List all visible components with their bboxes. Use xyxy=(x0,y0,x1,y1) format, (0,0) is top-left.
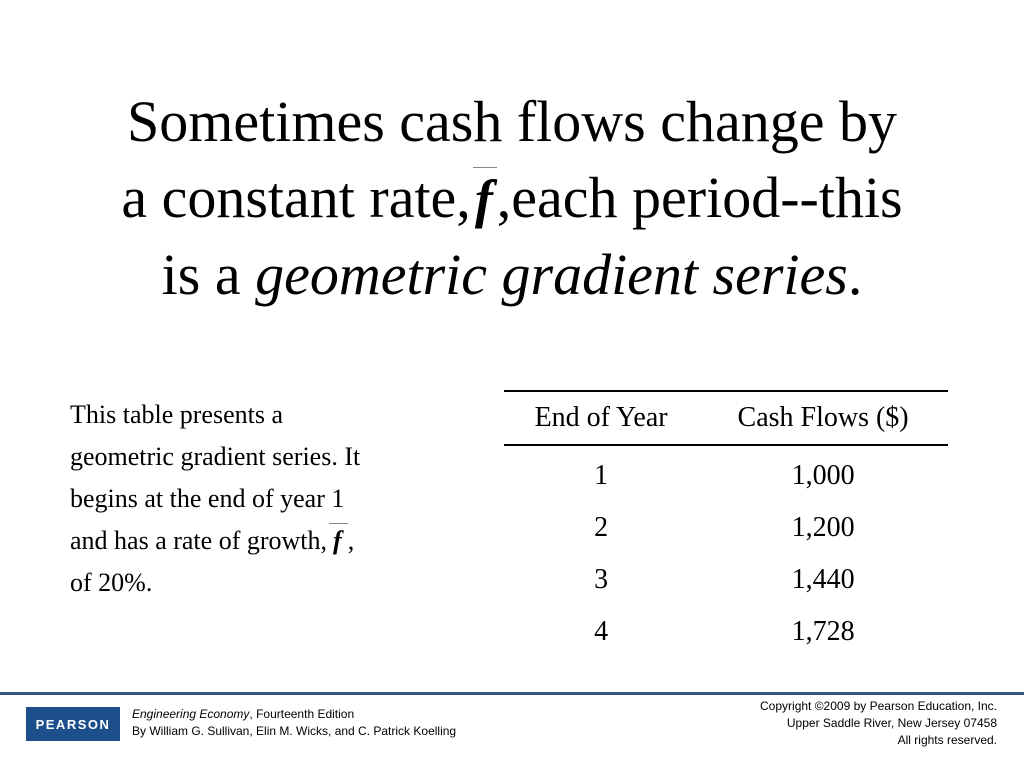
book-title-line xyxy=(132,706,456,723)
description-text xyxy=(70,394,470,604)
footer-book-info xyxy=(132,706,456,740)
slide-title xyxy=(40,84,984,313)
cash-flow-cell: 1,000 xyxy=(791,460,855,491)
f-bar-symbol-icon xyxy=(327,520,348,562)
title-line-2 xyxy=(40,160,984,237)
cash-flow-table xyxy=(504,390,948,658)
f-bar-symbol-icon xyxy=(471,161,497,237)
footer-divider xyxy=(0,692,1024,695)
cash-flow-cell: 1,728 xyxy=(791,616,855,647)
footer-copyright xyxy=(760,698,997,749)
year-cell: 2 xyxy=(594,512,609,543)
column-header-cash-flows: Cash Flows ($) xyxy=(698,391,948,445)
description-line-1: This table presents a xyxy=(70,400,283,429)
year-cell: 4 xyxy=(594,616,609,647)
cash-flow-cell: 1,200 xyxy=(791,512,855,543)
copyright-line-1: Copyright ©2009 by Pearson Education, Inc. xyxy=(760,699,997,713)
copyright-line-3: All rights reserved. xyxy=(897,733,997,747)
table-row xyxy=(504,606,948,658)
title-line-3-start: is a xyxy=(161,242,256,307)
book-edition: , Fourteenth Edition xyxy=(249,707,355,721)
rate-symbol-small: f xyxy=(333,526,342,555)
title-emphasis: geometric gradient series xyxy=(255,242,848,307)
description-line-2: geometric gradient series. It xyxy=(70,442,361,471)
description-line-5: of 20%. xyxy=(70,568,153,597)
column-header-end-of-year: End of Year xyxy=(504,391,698,445)
table-row xyxy=(504,502,948,554)
copyright-line-2: Upper Saddle River, New Jersey 07458 xyxy=(786,716,997,730)
year-cell: 3 xyxy=(594,564,609,595)
title-line-2-start: a constant rate, xyxy=(121,165,471,230)
title-line-3-period: . xyxy=(847,242,863,307)
description-line-3: begins at the end of year 1 xyxy=(70,484,345,513)
year-cell: 1 xyxy=(594,460,609,491)
description-line-4-end: , xyxy=(347,526,355,555)
table-row xyxy=(504,554,948,606)
title-line-1: Sometimes cash flows change by xyxy=(127,89,897,154)
title-line-2-end: ,each period--this xyxy=(496,165,903,230)
book-authors: By William G. Sullivan, Elin M. Wicks, and C. Patrick Koelling xyxy=(132,724,457,738)
cash-flow-cell: 1,440 xyxy=(791,564,855,595)
table-row xyxy=(504,445,948,502)
description-line-4 xyxy=(70,520,470,562)
table-header-row xyxy=(504,391,948,445)
rate-symbol: f xyxy=(474,169,493,229)
book-title: Engineering Economy xyxy=(132,707,250,721)
description-line-4-start: and has a rate of growth, xyxy=(70,526,328,555)
title-line-3 xyxy=(40,237,984,313)
pearson-logo: PEARSON xyxy=(26,707,120,741)
